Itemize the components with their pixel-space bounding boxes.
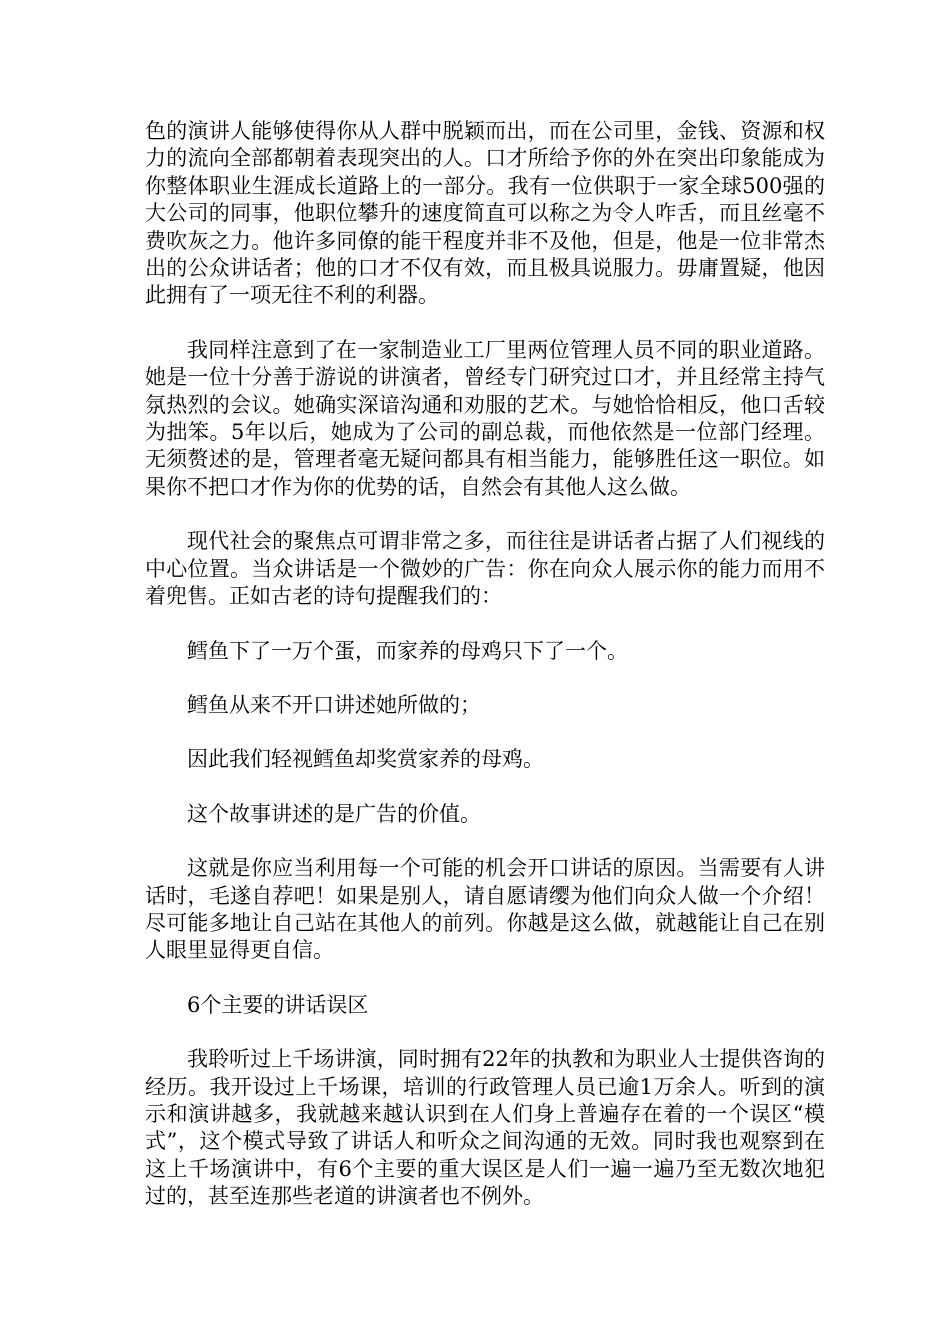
section-heading: 6个主要的讲话误区 bbox=[187, 992, 369, 1017]
paragraph-4: 这就是你应当利用每一个可能的机会开口讲话的原因。当需要有人讲话时，毛遂自荐吧！如果是别人，请自愿请缨为他们向众人做一个介绍！尽可能多地让自己站在其他人的前列。你越是这么做，就越能让自己在别人眼里显得更自信。 bbox=[145, 856, 825, 963]
poem-line-2: 鳕鱼从来不开口讲述她所做的； bbox=[187, 692, 481, 717]
document-page bbox=[145, 118, 825, 1238]
poem-line-1: 鳕鱼下了一万个蛋，而家养的母鸡只下了一个。 bbox=[187, 638, 628, 663]
paragraph-5: 我聆听过上千场讲演，同时拥有22年的执教和为职业人士提供咨询的经历。我开设过上千场课，培训的行政管理人员已逾1万余人。听到的演示和演讲越多，我就越来越认识到在人们身上普遍存在着的一个误区“模式”，这个模式导致了讲话人和听众之间沟通的无效。同时我也观察到在这上千场演讲中，有6个主要的重大误区是人们一遍一遍乃至无数次地犯过的，甚至连那些老道的讲演者也不例外。 bbox=[145, 1047, 825, 1209]
paragraph-moral: 这个故事讲述的是广告的价值。 bbox=[187, 801, 481, 826]
paragraph-3: 现代社会的聚焦点可谓非常之多，而往往是讲话者占据了人们视线的中心位置。当众讲话是一个微妙的广告：你在向众人展示你的能力而用不着兜售。正如古老的诗句提醒我们的： bbox=[145, 529, 825, 609]
paragraph-1: 色的演讲人能够使得你从人群中脱颖而出，而在公司里，金钱、资源和权力的流向全部都朝着表现突出的人。口才所给予你的外在突出印象能成为你整体职业生涯成长道路上的一部分。我有一位供职于一家全球500强的大公司的同事，他职位攀升的速度简直可以称之为令人咋舌，而且丝毫不费吹灰之力。他许多同僚的能干程度并非不及他，但是，他是一位非常杰出的公众讲话者；他的口才不仅有效，而且极具说服力。毋庸置疑，他因此拥有了一项无往不利的利器。 bbox=[145, 119, 825, 308]
paragraph-2: 我同样注意到了在一家制造业工厂里两位管理人员不同的职业道路。她是一位十分善于游说的讲演者，曾经专门研究过口才，并且经常主持气氛热烈的会议。她确实深谙沟通和劝服的艺术。与她恰恰相反，他口舌较为拙笨。5年以后，她成为了公司的副总裁，而他依然是一位部门经理。无须赘述的是，管理者毫无疑问都具有相当能力，能够胜任这一职位。如果你不把口才作为你的优势的话，自然会有其他人这么做。 bbox=[145, 337, 825, 499]
poem-line-3: 因此我们轻视鳕鱼却奖赏家养的母鸡。 bbox=[187, 747, 544, 772]
